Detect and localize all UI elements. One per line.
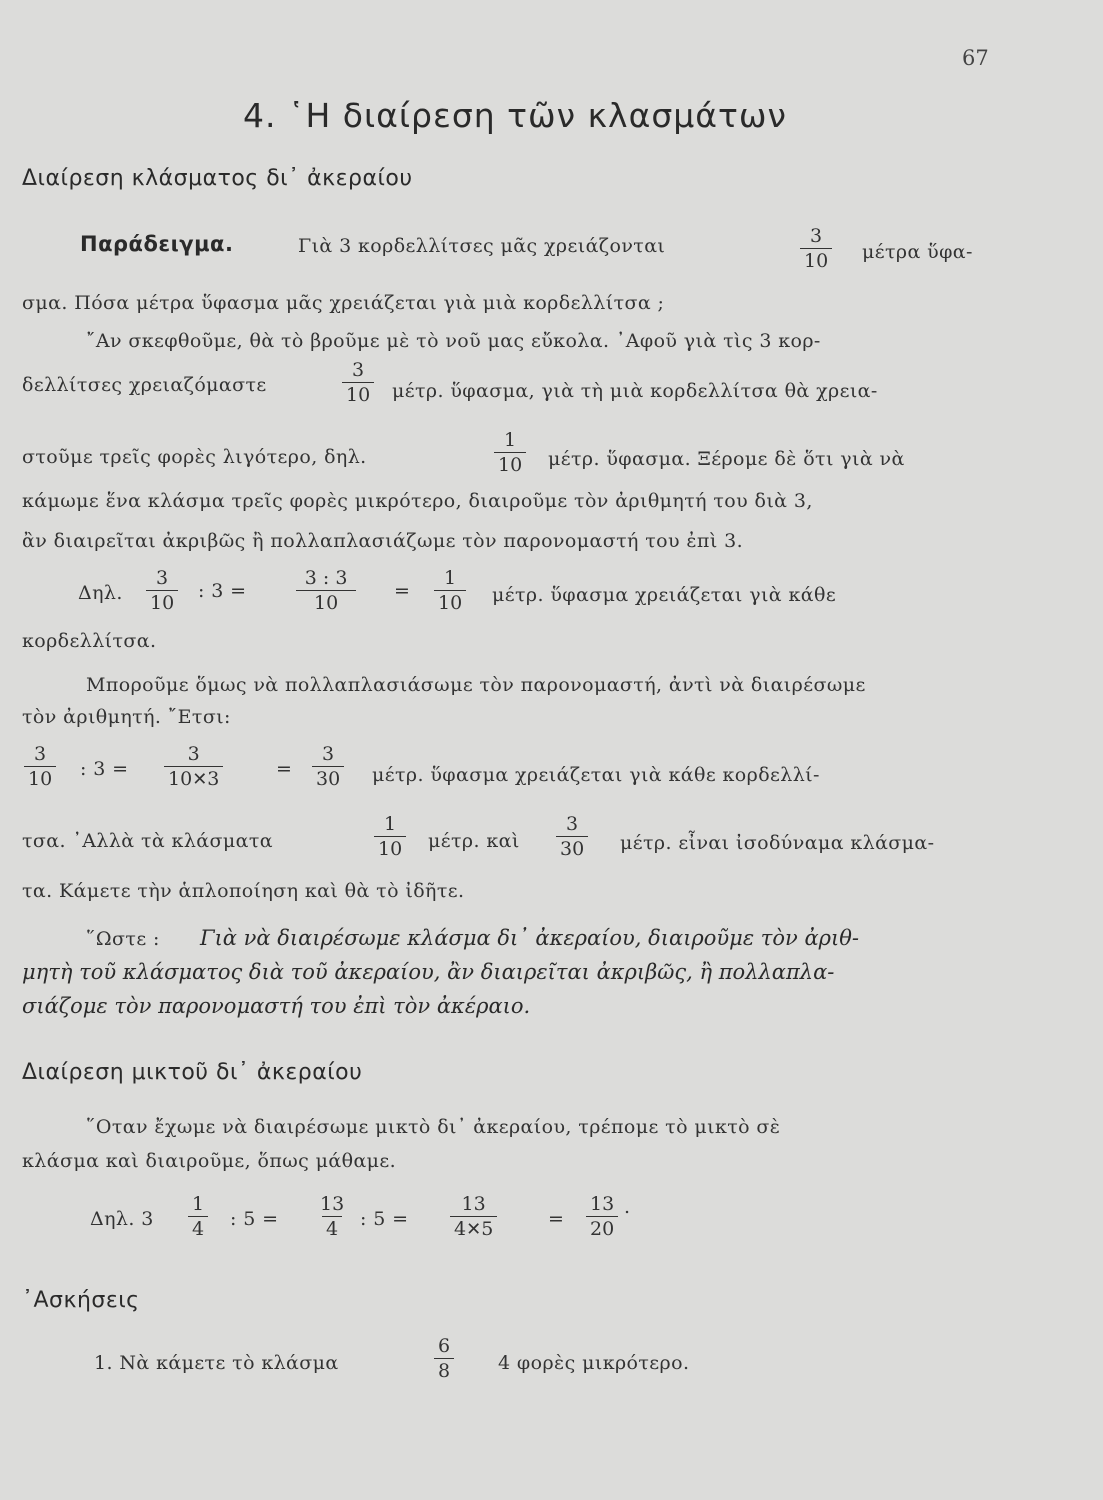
fraction-3-10: $\frac{3}{10}$ xyxy=(342,358,374,407)
text-line: μέτρ. καὶ xyxy=(428,830,520,852)
fraction-3-10: $\frac{3}{10}$ xyxy=(800,224,832,273)
fraction-13-20: $\frac{13}{20}$ xyxy=(586,1192,618,1241)
exercises-heading: ᾿Ασκήσεις xyxy=(22,1288,140,1313)
rule-label: ῞Ωστε : xyxy=(86,928,160,950)
fraction-13-4: $\frac{13}{4}$ xyxy=(320,1193,345,1240)
text-line: τα. Κάμετε τὴν ἁπλοποίηση καὶ θὰ τὸ ἰδῆτε. xyxy=(22,880,465,902)
fraction-3-10x3: $\frac{3}{10✕3}$ xyxy=(164,742,223,792)
example-label: Παράδειγμα. xyxy=(80,232,234,256)
fraction-1-10: $\frac{1}{10}$ xyxy=(434,566,466,615)
text-line: σμα. Πόσα μέτρα ὕφασμα μᾶς χρειάζεται γιὰ μιὰ κορδελλίτσα ; xyxy=(22,292,665,314)
text-line: μέτρ. ὕφασμα χρειάζεται γιὰ κάθε κορδελλί- xyxy=(372,764,820,786)
text-line: = xyxy=(394,580,411,602)
text-line: : 3 = xyxy=(80,758,129,780)
fraction-3-10: $\frac{3}{10}$ xyxy=(24,742,56,791)
text-line: ἂν διαιρεῖται ἀκριβῶς ἢ πολλαπλασιάζωμε τὸν παρονομαστή του ἐπὶ 3. xyxy=(22,530,744,552)
fraction-13-4x5: $\frac{13}{4✕5}$ xyxy=(450,1192,497,1242)
text-line: Γιὰ 3 κορδελλίτσες μᾶς χρειάζονται xyxy=(298,235,666,257)
text-line: μέτρα ὕφα- xyxy=(862,241,973,263)
text-line: κλάσμα καὶ διαιροῦμε, ὅπως μάθαμε. xyxy=(22,1150,397,1172)
text-line: στοῦμε τρεῖς φορὲς λιγότερο, δηλ. xyxy=(22,446,367,468)
section-heading-mixed-division: Διαίρεση μικτοῦ δι᾿ ἀκεραίου xyxy=(22,1060,363,1085)
text-line: : 5 = xyxy=(230,1208,279,1230)
text-line: = xyxy=(548,1208,565,1230)
text-line: Δηλ. xyxy=(78,582,123,604)
page-title: 4. ῾Η διαίρεση τῶν κλασμάτων xyxy=(243,96,787,135)
text-line: = xyxy=(276,758,293,780)
text-line: μέτρ. ὕφασμα, γιὰ τὴ μιὰ κορδελλίτσα θὰ χρεια- xyxy=(392,380,878,402)
section-heading-fraction-division: Διαίρεση κλάσματος δι᾿ ἀκεραίου xyxy=(22,166,413,191)
rule-text: σιάζομε τὸν παρονομαστή του ἐπὶ τὸν ἀκέραιο. xyxy=(22,994,531,1018)
text-line: κάμωμε ἕνα κλάσμα τρεῖς φορὲς μικρότερο, διαιροῦμε τὸν ἀριθμητή του διὰ 3, xyxy=(22,490,813,512)
exercise-item: 1. Νὰ κάμετε τὸ κλάσμα xyxy=(94,1352,339,1374)
text-line: ῎Αν σκεφθοῦμε, θὰ τὸ βροῦμε μὲ τὸ νοῦ μας εὔκολα. ᾿Αφοῦ γιὰ τὶς 3 κορ- xyxy=(86,330,821,352)
text-line: μέτρ. ὕφασμα. Ξέρομε δὲ ὅτι γιὰ νὰ xyxy=(548,448,905,470)
fraction-3div3-10: $\frac{3 : 3}{10}$ xyxy=(296,566,356,615)
fraction-6-8: $\frac{6}{8}$ xyxy=(434,1334,454,1383)
text-line: . xyxy=(624,1196,631,1218)
text-line: ῞Οταν ἔχωμε νὰ διαιρέσωμε μικτὸ δι᾿ ἀκεραίου, τρέπομε τὸ μικτὸ σὲ xyxy=(86,1116,781,1138)
text-line: : 3 = xyxy=(198,580,247,602)
text-line: τὸν ἀριθμητή. ῎Ετσι: xyxy=(22,706,231,728)
fraction-1-10: $\frac{1}{10}$ xyxy=(374,812,406,861)
text-line: : 5 = xyxy=(360,1208,409,1230)
text-line: τσα. ᾿Αλλὰ τὰ κλάσματα xyxy=(22,830,273,852)
fraction-3-10: $\frac{3}{10}$ xyxy=(146,566,178,615)
text-line: κορδελλίτσα. xyxy=(22,630,157,652)
text-line: μέτρ. εἶναι ἰσοδύναμα κλάσμα- xyxy=(620,832,935,854)
text-line: δελλίτσες χρειαζόμαστε xyxy=(22,374,267,396)
rule-text: Γιὰ νὰ διαιρέσωμε κλάσμα δι᾿ ἀκεραίου, διαιροῦμε τὸν ἀριθ- xyxy=(200,926,859,950)
fraction-1-4: $\frac{1}{4}$ xyxy=(188,1192,208,1241)
fraction-1-10: $\frac{1}{10}$ xyxy=(494,428,526,477)
text-line: μέτρ. ὕφασμα χρειάζεται γιὰ κάθε xyxy=(492,584,837,606)
exercise-item: 4 φορὲς μικρότερο. xyxy=(498,1352,690,1374)
text-line: Μποροῦμε ὅμως νὰ πολλαπλασιάσωμε τὸν παρονομαστή, ἀντὶ νὰ διαιρέσωμε xyxy=(86,674,866,696)
text-line: Δηλ. 3 xyxy=(90,1208,154,1230)
fraction-3-30: $\frac{3}{30}$ xyxy=(556,812,588,861)
page-number: 67 xyxy=(962,46,989,70)
fraction-3-30: $\frac{3}{30}$ xyxy=(312,742,344,791)
rule-text: μητὴ τοῦ κλάσματος διὰ τοῦ ἀκεραίου, ἂν διαιρεῖται ἀκριβῶς, ἢ πολλαπλα- xyxy=(22,960,835,984)
